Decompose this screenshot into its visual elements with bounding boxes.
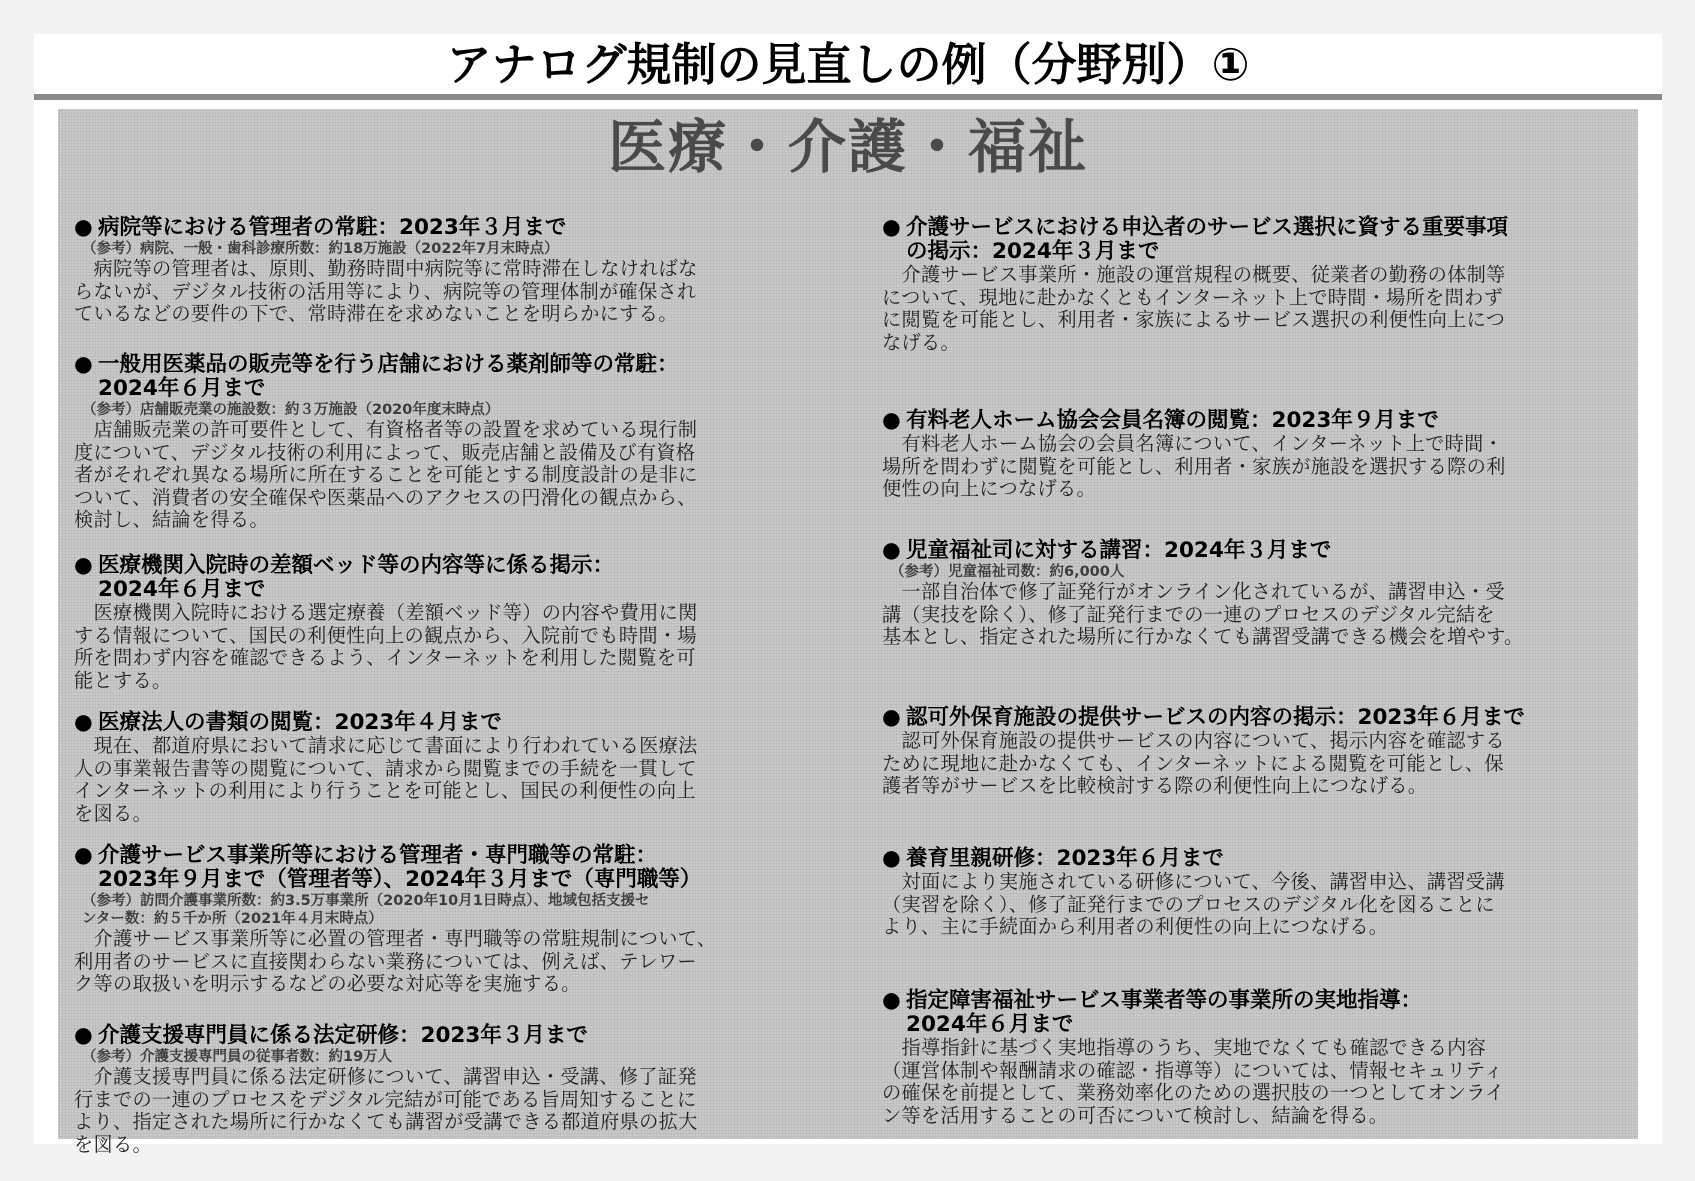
item-body: 認可外保育施設の提供サービスの内容について、掲示内容を確認する ために現地に赴かなくても、インターネットによる閲覧を可能とし、保 護者等がサービスを比較検討する際の利便性向上につなげる。 — [882, 729, 1505, 797]
list-item — [74, 554, 874, 692]
item-body: 介護サービス事業所等に必置の管理者・専門職等の常駐規制について、 利用者のサービスに直接関わらない業務については、例えば、テレワー ク等の取扱いを明示するなどの必要な対応等を実施する。 — [74, 927, 717, 995]
list-item — [74, 353, 874, 532]
bullet-icon: ● — [882, 705, 901, 730]
list-item — [74, 844, 874, 996]
item-heading: ● 介護支援専門員に係る法定研修：2023年３月まで — [74, 1023, 588, 1048]
section-title: 医療・介護・福祉 — [607, 113, 1088, 181]
item-body: 有料老人ホーム協会の会員名簿について、インターネット上で時間・ 場所を問わずに閲覧を可能とし、利用者・家族が施設を選択する際の利 便性の向上につなげる。 — [882, 432, 1506, 500]
item-reference: （参考）店舗販売業の施設数：約３万施設（2020年度末時点） — [82, 402, 500, 418]
item-body: 介護支援専門員に係る法定研修について、講習申込・受講、修了証発 行までの一連のプロセスをデジタル完結が可能である旨周知することに より、指定された場所に行かなくても講習が受講できる都道府県の拡大 を図る。 — [74, 1065, 698, 1156]
bullet-icon: ● — [882, 538, 901, 563]
title-divider — [34, 94, 1662, 100]
item-body: 介護サービス事業所・施設の運営規程の概要、従業者の勤務の体制等 について、現地に赴かなくともインターネット上で時間・場所を問わず に閲覧を可能とし、利用者・家族によるサービス選択の利便性向上につ なげる。 — [882, 263, 1506, 354]
item-heading: ● 介護サービス事業所等における管理者・専門職等の常駐： 2023年９月まで（管理者等）、2024年３月まで（専門職等） — [74, 843, 702, 892]
bullet-icon: ● — [74, 843, 93, 868]
content-panel — [58, 109, 1638, 1156]
list-item — [74, 1024, 874, 1156]
item-heading: ● 養育里親研修：2023年６月まで — [882, 846, 1224, 871]
bullet-icon: ● — [74, 553, 93, 578]
list-item — [882, 216, 1637, 354]
bullet-icon: ● — [882, 846, 901, 871]
bullet-icon: ● — [882, 408, 901, 433]
slide — [34, 34, 1662, 1156]
bullet-icon: ● — [882, 215, 901, 240]
item-heading: ● 児童福祉司に対する講習：2024年３月まで — [882, 538, 1332, 563]
item-heading: ● 医療法人の書類の閲覧：2023年４月まで — [74, 710, 502, 735]
item-heading: ● 医療機関入院時の差額ベッド等の内容等に係る掲示： 2024年６月まで — [74, 553, 615, 602]
list-item — [74, 711, 874, 825]
item-body: 現在、都道府県において請求に応じて書面により行われている医療法 人の事業報告書等の閲覧について、請求から閲覧までの手続を一貫して インターネットの利用により行うことを可能とし、国民の利便性の向上 を図る。 — [74, 734, 698, 825]
bullet-icon: ● — [74, 215, 93, 240]
item-body: 医療機関入院時における選定療養（差額ベッド等）の内容や費用に関 する情報について、国民の利便性向上の観点から、入院前でも時間・場 所を問わず内容を確認できるよう、インターネットを利用した閲覧を可 能とする。 — [74, 601, 698, 692]
list-item — [882, 409, 1637, 501]
item-heading: ● 認可外保育施設の提供サービスの内容の掲示：2023年６月まで — [882, 705, 1525, 730]
list-item — [882, 989, 1637, 1127]
list-item — [74, 216, 874, 326]
list-item — [882, 706, 1637, 798]
item-body: 対面により実施されている研修について、今後、講習申込、講習受講 （実習を除く）、修了証発行までのプロセスのデジタル化を図ることに より、主に手続面から利用者の利便性の向上につなげる。 — [882, 870, 1505, 938]
item-heading: ● 指定障害福祉サービス事業者等の事業所の実地指導： 2024年６月まで — [882, 988, 1423, 1037]
bullet-icon: ● — [882, 988, 901, 1013]
item-body: 店舗販売業の許可要件として、有資格者等の設置を求めている現行制 度について、デジタル技術の利用によって、販売店舗と設備及び有資格 者がそれぞれ異なる場所に所在することを可能とする制度設計の是非に ついて、消費者の安全確保や医薬品へのアクセスの円滑化の観点から、 検討し、結論を得る。 — [74, 418, 698, 531]
item-heading: ● 病院等における管理者の常駐：2023年３月まで — [74, 215, 567, 240]
item-body: 一部自治体で修了証発行がオンライン化されているが、講習申込・受 講（実技を除く）、修了証発行までの一連のプロセスのデジタル完結を 基本とし、指定された場所に行かなくても講習受講できる機会を増やす。 — [882, 580, 1524, 648]
item-body: 指導指針に基づく実地指導のうち、実地でなくても確認できる内容 （運営体制や報酬請求の確認・指導等）については、情報セキュリティ の確保を前提として、業務効率化のための選択肢の一つとしてオンライ ン等を活用することの可否について検討し、結論を得る。 — [882, 1036, 1505, 1127]
item-reference: （参考）児童福祉司数：約6,000人 — [890, 564, 1125, 580]
item-heading: ● 介護サービスにおける申込者のサービス選択に資する重要事項 の掲示：2024年３月まで — [882, 215, 1509, 264]
bullet-icon: ● — [74, 1023, 93, 1048]
bullet-icon: ● — [74, 710, 93, 735]
item-reference: （参考）病院、一般・歯科診療所数：約18万施設（2022年7月末時点） — [82, 241, 559, 257]
item-reference: （参考）訪問介護事業所数：約3.5万事業所（2020年10月1日時点）、地域包括支援セ ンター数：約５千か所（2021年４月末時点） — [82, 893, 650, 927]
page-title: アナログ規制の見直しの例（分野別）① — [446, 38, 1250, 91]
list-item — [882, 847, 1637, 939]
item-reference: （参考）介護支援専門員の従事者数：約19万人 — [82, 1049, 393, 1065]
item-heading: ● 一般用医薬品の販売等を行う店舗における薬剤師等の常駐： 2024年６月まで — [74, 352, 679, 401]
list-item — [882, 539, 1637, 649]
item-heading: ● 有料老人ホーム協会会員名簿の閲覧：2023年９月まで — [882, 408, 1439, 433]
bullet-icon: ● — [74, 352, 93, 377]
item-body: 病院等の管理者は、原則、勤務時間中病院等に常時滞在しなければな らないが、デジタル技術の活用等により、病院等の管理体制が確保され ているなどの要件の下で、常時滞在を求めないことを明らかにする。 — [74, 257, 698, 325]
